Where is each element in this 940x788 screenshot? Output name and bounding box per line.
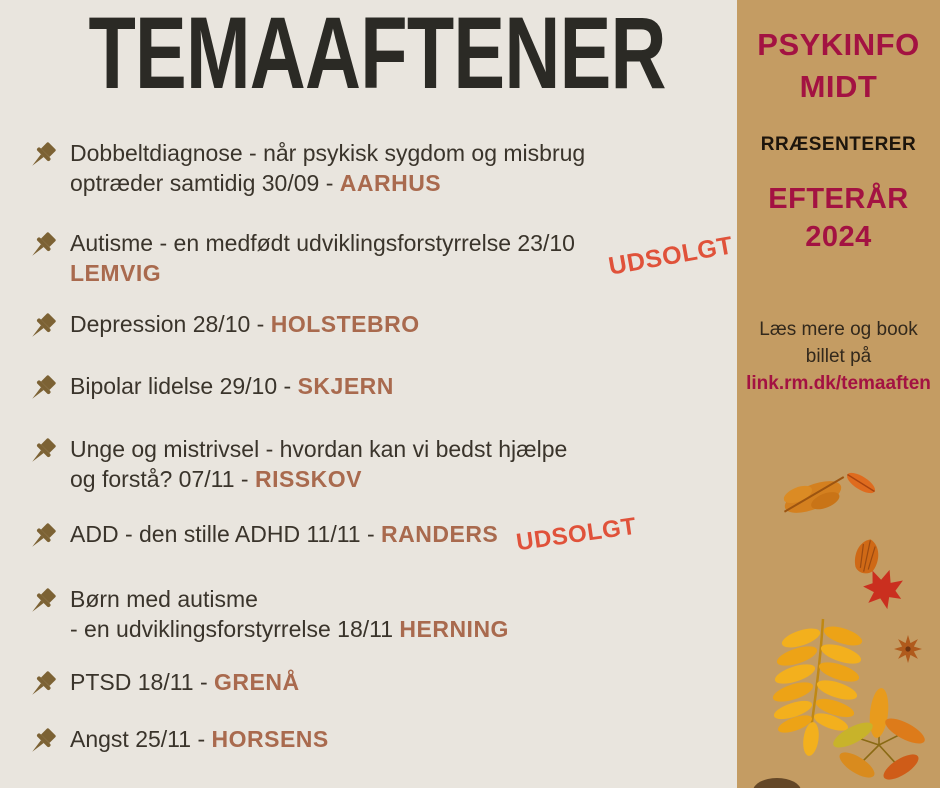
event-title: Bipolar lidelse 29/10 - [70, 373, 298, 399]
event-row [24, 434, 730, 494]
presents-label: RRÆSENTERER [760, 134, 917, 155]
pushpin-icon [24, 724, 60, 760]
event-city: LEMVIG [70, 260, 162, 286]
autumn-leaves-graphic [737, 423, 940, 788]
udsolgt-badge: UDSOLGT [514, 512, 639, 557]
pushpin-icon [24, 138, 60, 174]
event-city: AARHUS [339, 170, 442, 196]
season-line2: 2024 [805, 221, 872, 253]
cta-line2: billet på [805, 346, 872, 367]
event-title: Børn med autisme [70, 586, 258, 612]
event-row [24, 724, 730, 760]
pushpin-icon [24, 228, 60, 264]
event-text [70, 667, 300, 697]
event-row [24, 371, 730, 407]
pushpin-icon [24, 309, 60, 345]
event-row [24, 512, 730, 557]
pushpin-icon [24, 519, 60, 555]
pushpin-icon [24, 584, 60, 620]
event-city: HORSENS [211, 726, 329, 752]
event-row [24, 309, 730, 345]
brand-line1: PSYKINFO [757, 27, 920, 62]
event-city: RANDERS [381, 521, 499, 547]
event-title: ADD - den stille ADHD 11/11 - [70, 521, 382, 547]
event-city: HOLSTEBRO [270, 311, 420, 337]
sidebar [737, 0, 940, 788]
event-text [70, 138, 585, 198]
event-title: Autisme - en medfødt udviklingsforstyrrelse 23/10 [70, 230, 575, 256]
event-title: Depression 28/10 - [70, 311, 271, 337]
event-row [24, 667, 730, 703]
event-title: optræder samtidig 30/09 - [70, 170, 340, 196]
event-row [24, 584, 730, 644]
event-text [70, 309, 420, 339]
event-row [24, 228, 736, 288]
event-title: - en udviklingsforstyrrelse 18/11 [70, 616, 400, 642]
event-text [70, 724, 329, 754]
cta-text [737, 316, 940, 370]
event-text [70, 371, 394, 401]
event-title: PTSD 18/11 - [70, 669, 215, 695]
event-title: Angst 25/11 - [70, 726, 212, 752]
event-title: Unge og mistrivsel - hvordan kan vi bedst hjælpe [70, 436, 568, 462]
event-title: og forstå? 07/11 - [70, 466, 255, 492]
brand-name [737, 24, 940, 108]
pushpin-icon [24, 667, 60, 703]
brand-line2: MIDT [799, 69, 878, 104]
event-text [70, 228, 575, 288]
pushpin-icon [24, 371, 60, 407]
booking-link: link.rm.dk/temaaften [746, 373, 931, 394]
season-line1: EFTERÅR [768, 183, 909, 215]
event-row [24, 138, 730, 198]
event-city: GRENÅ [214, 669, 300, 695]
udsolgt-badge: UDSOLGT [606, 231, 736, 281]
event-title: Dobbeltdiagnose - når psykisk sygdom og misbrug [70, 140, 586, 166]
cta-line1: Læs mere og book [759, 319, 918, 340]
poster-title: TEMAAFTENER [88, 0, 666, 110]
event-city: RISSKOV [254, 466, 362, 492]
event-city: HERNING [399, 616, 509, 642]
event-text [70, 584, 509, 644]
event-city: SKJERN [297, 373, 394, 399]
event-text [70, 434, 567, 494]
season-label [737, 180, 940, 256]
pushpin-icon [24, 434, 60, 470]
event-text [70, 512, 639, 557]
